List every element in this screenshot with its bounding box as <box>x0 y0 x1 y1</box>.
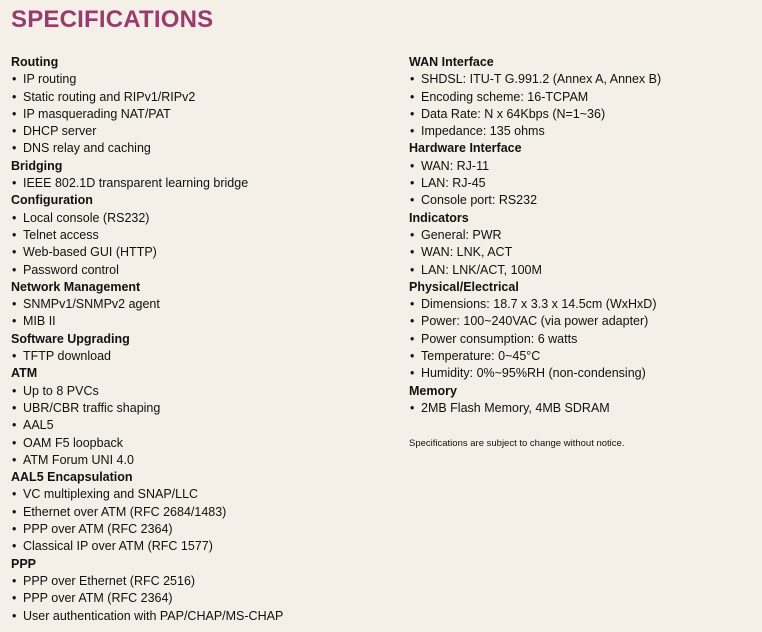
section-heading: Hardware Interface <box>409 141 522 156</box>
section-heading: Physical/Electrical <box>409 279 519 294</box>
spec-list <box>409 158 759 210</box>
spec-item: • Power consumption: 6 watts <box>409 331 759 348</box>
spec-item: • Dimensions: 18.7 x 3.3 x 14.5cm (WxHxD) <box>409 296 759 313</box>
spec-item: • LAN: RJ-45 <box>409 175 759 192</box>
spec-item: • Console port: RS232 <box>409 192 759 209</box>
spec-item: • MIB II <box>11 313 391 330</box>
spec-item: • WAN: RJ-11 <box>409 158 759 175</box>
spec-item: • General: PWR <box>409 227 759 244</box>
spec-item: • TFTP download <box>11 348 391 365</box>
spec-section-configuration <box>11 192 391 278</box>
spec-item: • PPP over Ethernet (RFC 2516) <box>11 573 391 590</box>
section-heading: PPP <box>11 556 37 571</box>
spec-item: • Up to 8 PVCs <box>11 383 391 400</box>
spec-list <box>11 296 391 331</box>
section-heading: Software Upgrading <box>11 331 130 346</box>
spec-item: • DNS relay and caching <box>11 140 391 157</box>
spec-item: • Static routing and RIPv1/RIPv2 <box>11 89 391 106</box>
spec-item: • IEEE 802.1D transparent learning bridge <box>11 175 391 192</box>
spec-item: • UBR/CBR traffic shaping <box>11 400 391 417</box>
spec-item: • Humidity: 0%~95%RH (non-condensing) <box>409 365 759 382</box>
spec-item: • Telnet access <box>11 227 391 244</box>
spec-item: • VC multiplexing and SNAP/LLC <box>11 486 391 503</box>
section-heading: Indicators <box>409 210 469 225</box>
section-heading: AAL5 Encapsulation <box>11 470 133 485</box>
spec-item: • User authentication with PAP/CHAP/MS-CHAP <box>11 608 391 625</box>
spec-item: • PPP over ATM (RFC 2364) <box>11 590 391 607</box>
spec-list <box>409 296 759 382</box>
spec-item: • Classical IP over ATM (RFC 1577) <box>11 538 391 555</box>
spec-list <box>409 227 759 279</box>
spec-item: • Impedance: 135 ohms <box>409 123 759 140</box>
spec-item: • Power: 100~240VAC (via power adapter) <box>409 313 759 330</box>
spec-section-wan-interface <box>409 54 759 140</box>
spec-item: • IP masquerading NAT/PAT <box>11 106 391 123</box>
spec-list <box>11 486 391 555</box>
spec-section-indicators <box>409 210 759 279</box>
spec-item: • 2MB Flash Memory, 4MB SDRAM <box>409 400 759 417</box>
spec-section-aal5-encapsulation <box>11 469 391 555</box>
section-heading: Memory <box>409 383 457 398</box>
section-heading: Bridging <box>11 158 63 173</box>
spec-item: • Ethernet over ATM (RFC 2684/1483) <box>11 504 391 521</box>
spec-item: • PPP over ATM (RFC 2364) <box>11 521 391 538</box>
spec-item: • Password control <box>11 262 391 279</box>
right-column <box>409 54 759 450</box>
spec-section-atm <box>11 365 391 469</box>
spec-item: • LAN: LNK/ACT, 100M <box>409 262 759 279</box>
spec-item: • DHCP server <box>11 123 391 140</box>
spec-item: • Data Rate: N x 64Kbps (N=1~36) <box>409 106 759 123</box>
spec-section-physical-electrical <box>409 279 759 383</box>
left-column <box>11 54 391 625</box>
section-heading: Routing <box>11 55 59 69</box>
spec-item: • IP routing <box>11 71 391 88</box>
spec-list <box>11 383 391 469</box>
spec-section-routing <box>11 54 391 158</box>
spec-list <box>11 210 391 279</box>
spec-list <box>409 71 759 140</box>
spec-section-ppp <box>11 556 391 625</box>
spec-item: • AAL5 <box>11 417 391 434</box>
spec-list <box>11 71 391 157</box>
spec-item: • SHDSL: ITU-T G.991.2 (Annex A, Annex B) <box>409 71 759 88</box>
spec-item: • Encoding scheme: 16-TCPAM <box>409 89 759 106</box>
spec-section-network-management <box>11 279 391 331</box>
spec-item: • Local console (RS232) <box>11 210 391 227</box>
spec-item: • WAN: LNK, ACT <box>409 244 759 261</box>
spec-item: • Web-based GUI (HTTP) <box>11 244 391 261</box>
spec-list <box>409 400 759 417</box>
spec-section-software-upgrading <box>11 331 391 366</box>
spec-item: • Temperature: 0~45°C <box>409 348 759 365</box>
disclaimer-note: Specifications are subject to change without notice. <box>409 438 625 450</box>
spec-item: • OAM F5 loopback <box>11 435 391 452</box>
spec-section-hardware-interface <box>409 140 759 209</box>
spec-list <box>11 348 391 365</box>
section-heading: Configuration <box>11 193 93 208</box>
spec-section-bridging <box>11 158 391 193</box>
spec-section-memory <box>409 383 759 418</box>
spec-item: • SNMPv1/SNMPv2 agent <box>11 296 391 313</box>
page-title: SPECIFICATIONS <box>11 6 214 33</box>
spec-list <box>11 175 391 192</box>
spec-list <box>11 573 391 625</box>
section-heading: Network Management <box>11 279 141 294</box>
section-heading: ATM <box>11 366 38 381</box>
spec-item: • ATM Forum UNI 4.0 <box>11 452 391 469</box>
section-heading: WAN Interface <box>409 55 494 69</box>
